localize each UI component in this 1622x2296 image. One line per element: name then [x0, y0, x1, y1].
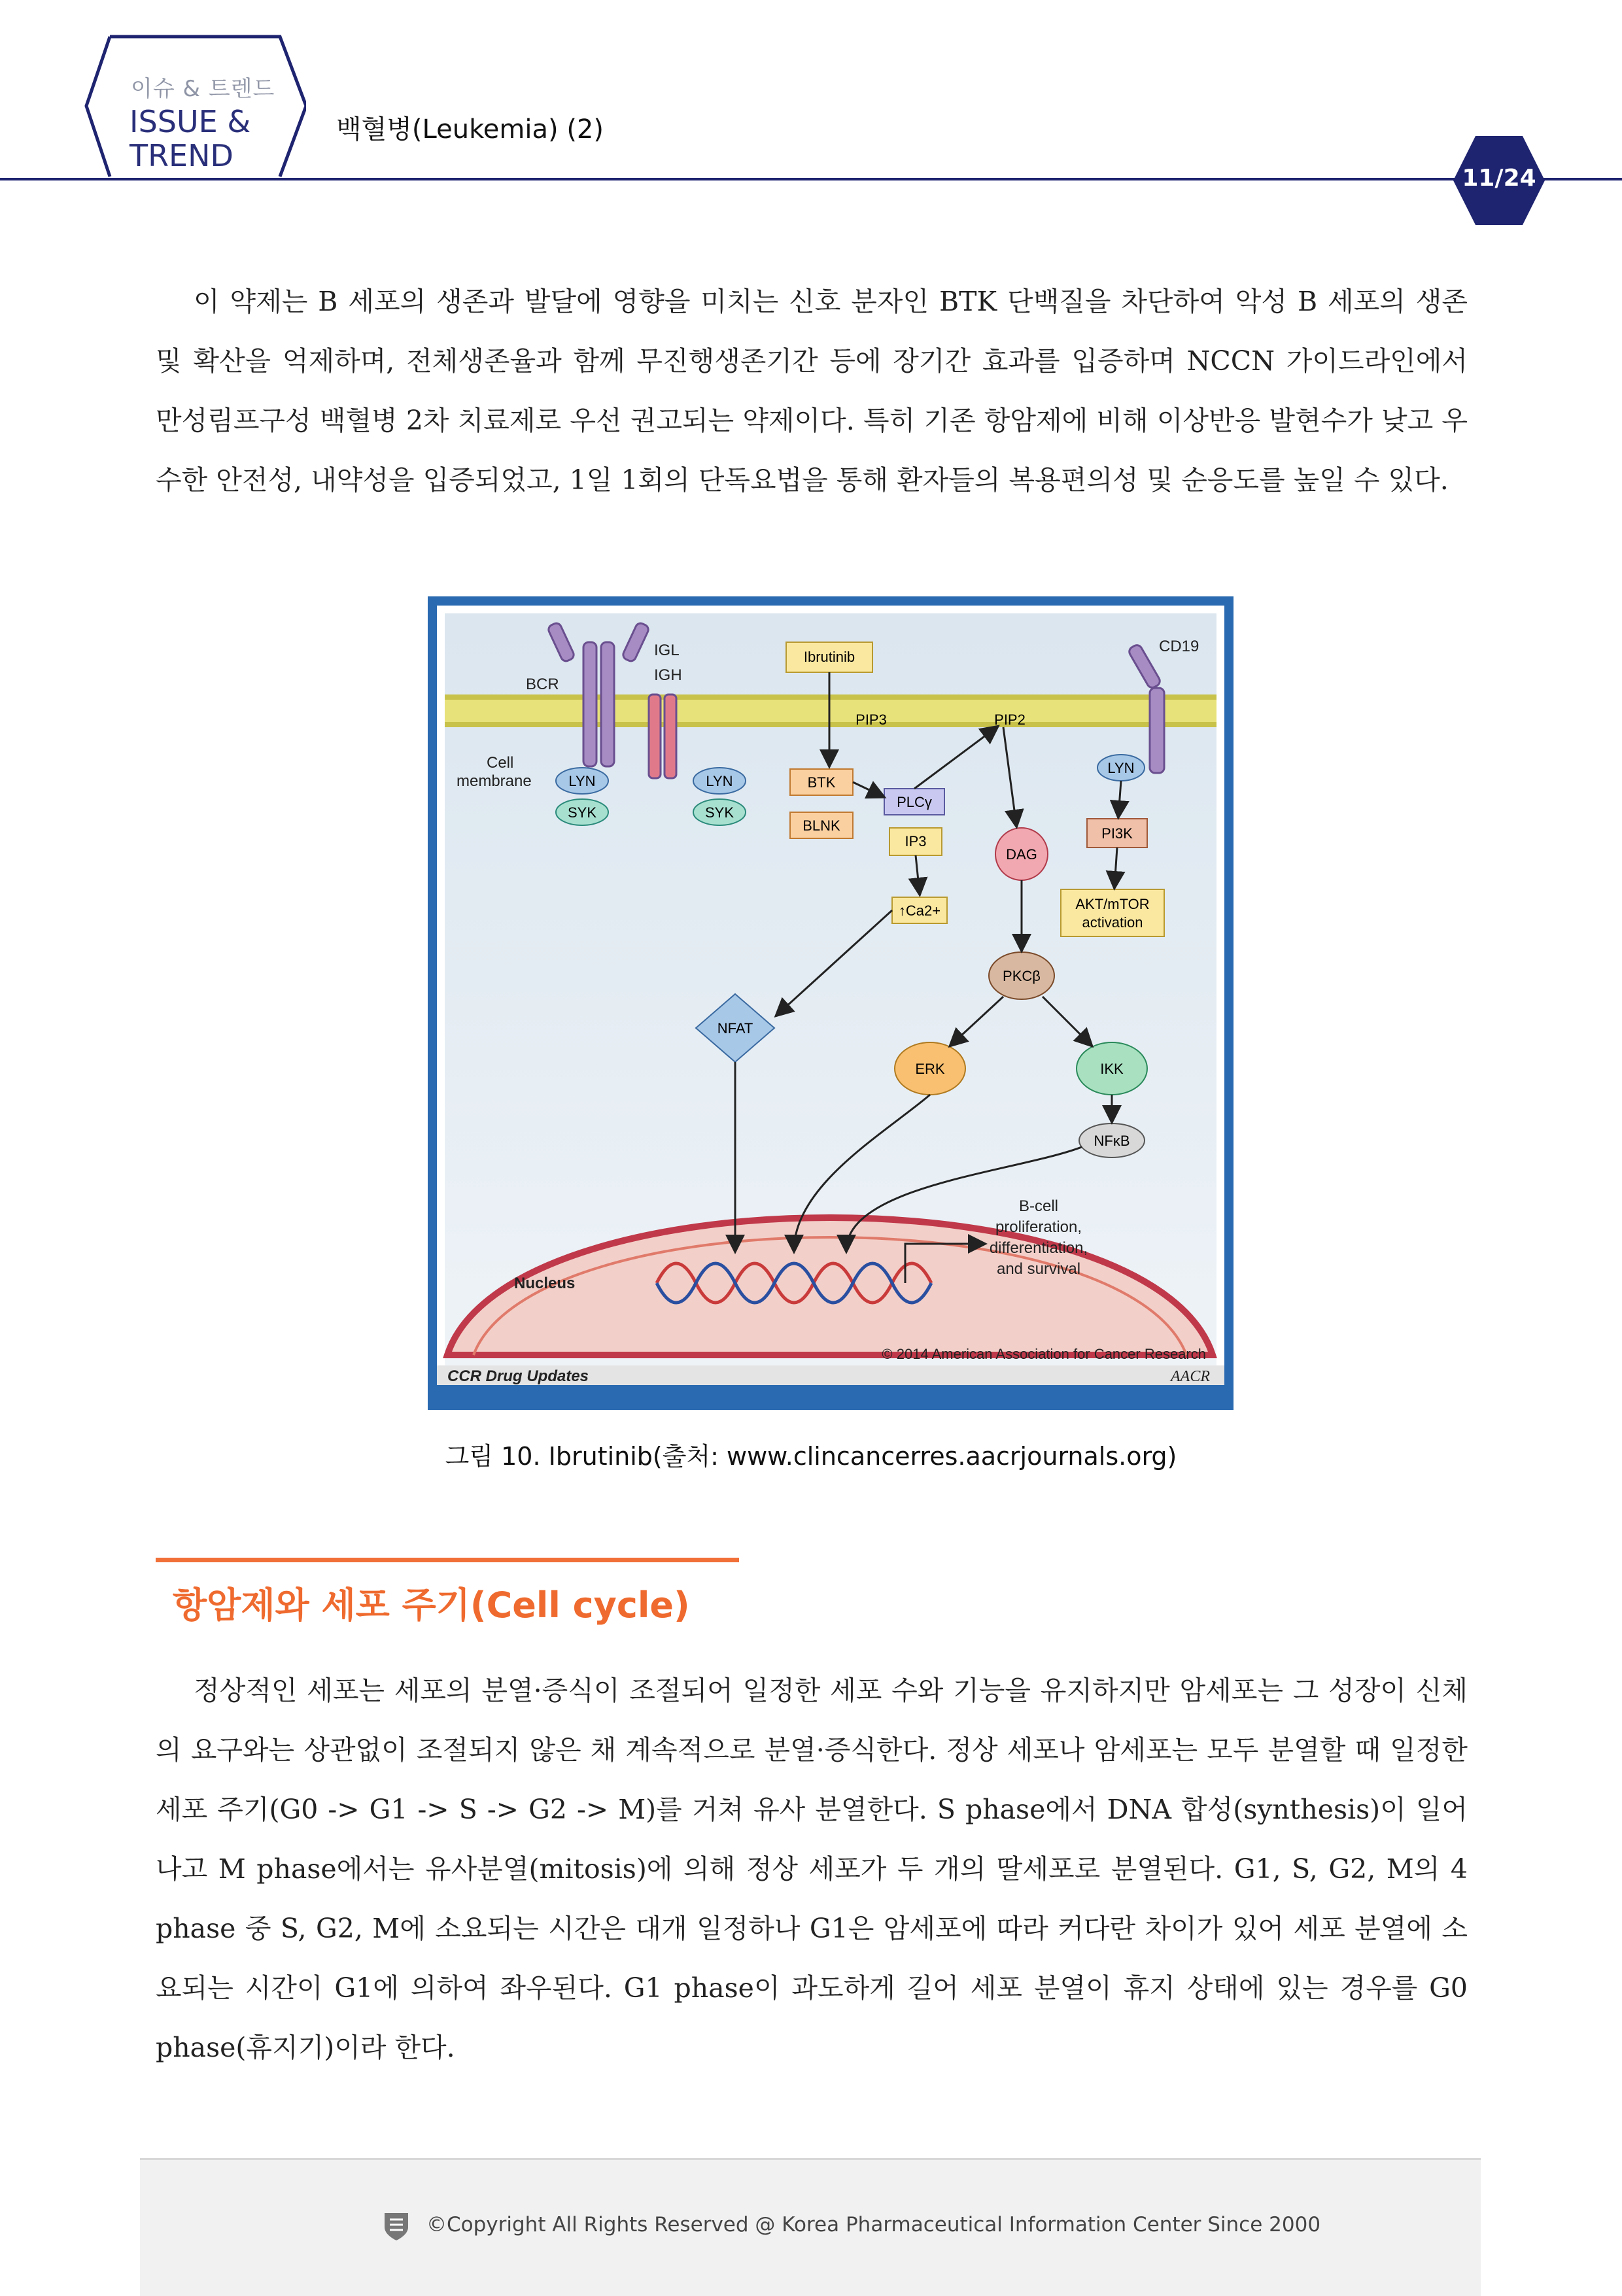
nfat-node: NFAT: [717, 1020, 753, 1037]
lyn-right: LYN: [706, 773, 733, 789]
badge-title-line2: TREND: [129, 138, 233, 173]
dag-node: DAG: [1006, 846, 1037, 863]
figure-copyright: © 2014 American Association for Cancer Research: [882, 1346, 1206, 1362]
page-number: 11/24: [1462, 165, 1536, 192]
header-divider: [0, 178, 1622, 180]
figure-caption: 그림 10. Ibrutinib(출처: www.clincancerres.aacrjournals.org): [445, 1442, 1177, 1471]
syk-left: SYK: [567, 804, 597, 821]
plc-box: PLCγ: [897, 794, 932, 810]
section-title: 항암제와 세포 주기(Cell cycle): [173, 1585, 690, 1626]
igl-label: IGL: [654, 642, 680, 659]
lyn-cd19: LYN: [1107, 760, 1135, 776]
blnk-box: BLNK: [802, 817, 840, 834]
footer-copyright: ©Copyright All Rights Reserved @ Korea Pharmaceutical Information Center Since 2000: [426, 2213, 1321, 2236]
pi3k-box: PI3K: [1101, 825, 1133, 842]
shield-logo-icon: [382, 2210, 411, 2242]
pip2-label: PIP2: [994, 711, 1026, 728]
btk-box: BTK: [807, 774, 836, 791]
header-title: 백혈병(Leukemia) (2): [336, 114, 604, 145]
bcr-label: BCR: [526, 676, 559, 693]
badge-korean-label: 이슈 & 트렌드: [131, 76, 275, 102]
pip3-label: PIP3: [855, 711, 887, 728]
ca-box: ↑Ca2+: [898, 902, 941, 919]
bcell-line4: and survival: [996, 1260, 1081, 1278]
akt-line2: activation: [1082, 914, 1143, 931]
bcell-line1: B-cell: [1018, 1197, 1059, 1215]
body-paragraph-1: 이 약제는 B 세포의 생존과 발달에 영향을 미치는 신호 분자인 BTK 단백질을 차단하여 악성 B 세포의 생존 및 확산을 억제하며, 전체생존율과 함께 무진행생존기간 등에 장기간 효과를 입증하며 NCCN 가이드라인에서 만성림프구성 백혈병 2차 치료제로 우선 권고되는 약제이다. 특히 기존 항암제에 비해 이상반응 발현수가 낮고 우수한 안전성, 내약성을 입증되었고, 1일 1회의 단독요법을 통해 환자들의 복용편의성 및 순응도를 높일 수 있다.: [156, 286, 1468, 496]
aacr-logo: AACR: [1171, 1368, 1210, 1385]
pkcb-node: PKCβ: [1003, 968, 1041, 984]
erk-node: ERK: [915, 1061, 945, 1077]
cell-label: Cell: [487, 754, 514, 772]
nucleus-label: Nucleus: [514, 1275, 576, 1292]
badge-title-line1: ISSUE &: [129, 104, 251, 139]
ccr-drug-updates: CCR Drug Updates: [447, 1367, 589, 1385]
section-accent-bar: [156, 1558, 739, 1562]
syk-right: SYK: [704, 804, 734, 821]
ikk-node: IKK: [1100, 1061, 1124, 1077]
membrane-label: membrane: [457, 772, 532, 790]
igh-label: IGH: [654, 666, 682, 684]
ibrutinib-box: Ibrutinib: [803, 649, 855, 665]
badge-title: [129, 105, 250, 173]
bcell-line2: proliferation,: [995, 1218, 1082, 1236]
body-paragraph-2: 정상적인 세포는 세포의 분열·증식이 조절되어 일정한 세포 수와 기능을 유지하지만 암세포는 그 성장이 신체의 요구와는 상관없이 조절되지 않은 채 계속적으로 분열·증식한다. 정상 세포나 암세포는 모두 분열할 때 일정한 세포 주기(G0 -> G1 -> S -> G2 -> M)를 거쳐 유사 분열한다. S phase에서 DNA 합성(synthesis)이 일어나고 M phase에서는 유사분열(mitosis)에 의해 정상 세포가 두 개의 딸세포로 분열된다. G1, S, G2, M의 4 phase 중 S, G2, M에 소요되는 시간은 대개 일정하나 G1은 암세포에 따라 커다란 차이가 있어 세포 분열에 소요되는 시간이 G1에 의하여 좌우된다. G1 phase이 과도하게 길어 세포 분열이 휴지 상태에 있는 경우를 G0 phase(휴지기)이라 한다.: [156, 1675, 1468, 2063]
lyn-left: LYN: [568, 773, 596, 789]
nfkb-node: NFκB: [1094, 1133, 1130, 1149]
cd19-label: CD19: [1159, 638, 1199, 655]
ip3-box: IP3: [905, 833, 927, 849]
bcell-line3: differentiation,: [989, 1239, 1088, 1257]
akt-line1: AKT/mTOR: [1075, 896, 1150, 912]
ibrutinib-pathway-figure: [428, 596, 1234, 1410]
